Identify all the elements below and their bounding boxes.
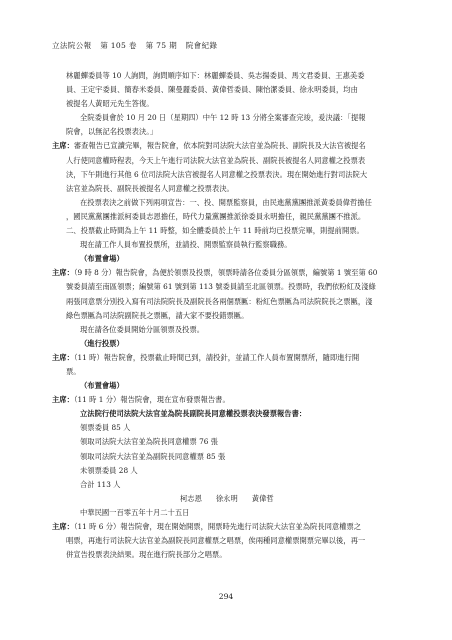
section-name: 院會紀錄 — [185, 41, 218, 50]
line-text: 全院委員會於 10 月 20 日（星期四）中午 12 時 13 分將全案審查完竣，爰決議：「提報 — [80, 113, 366, 123]
line-text: 票。 — [66, 366, 81, 376]
signatory-name: 黃偉哲 — [251, 493, 274, 503]
text-line — [52, 280, 404, 294]
speaker-label: 主席： — [52, 522, 74, 531]
line-text: 中華民國一百零五年十月二十五日 — [80, 507, 190, 517]
line-text: 決，下午則進行其他 6 位司法院大法官被提名人同意權之投票表決。現在開始進行對司法院大 — [66, 169, 368, 179]
text-line — [52, 182, 404, 196]
line-text: 員、王定宇委員、簡春米委員、陳曼麗委員、黃偉哲委員、陳怡潔委員、徐永明委員，均由 — [66, 85, 358, 95]
text-line — [52, 168, 404, 182]
text-line — [52, 365, 404, 379]
speaker-label: 主席： — [52, 141, 74, 151]
line-text: 被提名人黃昭元先生答復。 — [66, 99, 154, 109]
line-text: （11 時）報告院會，投票截止時間已到，請投針，並請工作人員布置開票所，隨即進行開 — [73, 352, 360, 362]
text-line — [52, 295, 404, 309]
line-text: 領取司法院大法官並為院長同意權票 76 張 — [80, 437, 218, 447]
text-line — [52, 351, 404, 365]
line-text: 立法院行使司法院大法官並為院長副院長同意權投票表決發票報告書： — [80, 409, 307, 419]
line-text: 林麗蟬委員等 10 人詢問，詢問順序如下：林麗蟬委員、吳志揚委員、馬文君委員、王惠美委 — [66, 71, 365, 80]
line-text: 二、投票截止時間為上午 11 時整，如全體委員於上午 11 時前均已投票完畢，則提前開票。 — [66, 226, 364, 236]
line-text: 唱票，再進行司法院大法官並為副院長同意權票之唱票，俟兩種同意權票開票完畢以後，再一 — [66, 536, 366, 546]
record-body — [52, 69, 404, 562]
line-text: 審查報告已宣讀完畢，報告院會，依本院對司法院大法官並為院長、副院長及大法官被提名 — [73, 141, 366, 151]
line-text: 併宣告投票表決結果。現在進行院長部分之唱票。 — [66, 550, 227, 560]
text-line — [52, 309, 404, 323]
text-line — [52, 323, 404, 337]
signature-line — [52, 492, 404, 506]
text-line — [52, 266, 404, 280]
text-line — [52, 435, 404, 449]
text-line — [52, 97, 404, 111]
speaker-label: 主席： — [52, 352, 74, 362]
line-text: 現在請各位委員開始分區領票及投票。 — [80, 324, 205, 334]
text-line — [52, 154, 404, 168]
line-text: （進行投票） — [80, 338, 124, 348]
text-line — [52, 210, 404, 224]
text-line — [52, 337, 404, 351]
text-line — [52, 83, 404, 97]
text-line — [52, 139, 404, 153]
text-line — [52, 534, 404, 548]
page-number: 294 — [218, 592, 234, 601]
text-line — [52, 464, 404, 478]
text-line — [52, 393, 404, 407]
text-line — [52, 478, 404, 492]
page-header — [52, 40, 412, 51]
text-line — [52, 548, 404, 562]
signatory-name: 柯志恩 — [180, 493, 202, 503]
speaker-label: 主席： — [52, 395, 74, 405]
issue-number: 第 75 期 — [145, 41, 177, 50]
line-text: 院會，以無記名投票表決。」 — [66, 127, 158, 137]
publication-name: 立法院公報 — [52, 41, 92, 50]
line-text: 合計 113 人 — [80, 479, 121, 489]
line-text: 兩張同意票分別投入寫有司法院院長及副院長各兩個票匭：粉紅色票匭為司法院院長之票匭，淺 — [66, 296, 373, 306]
line-text: ，國民黨黨團推派柯委員志恩擔任，時代力量黨團推派徐委員永明擔任，親民黨黨團不推派。 — [66, 211, 366, 221]
line-text: （布置會場） — [80, 254, 124, 264]
text-line — [52, 407, 404, 421]
text-line — [52, 379, 404, 393]
line-text: （11 時 1 分）報告院會，現在宣布發票報告書。 — [73, 395, 230, 405]
volume-number: 第 105 卷 — [100, 41, 137, 50]
line-text: 領票委員 85 人 — [80, 423, 131, 433]
text-line — [52, 506, 404, 520]
line-text: 在投票表決之前做下列兩項宣告：一、投、開票監察員，由民進黨黨團推派黃委員偉哲擔任 — [80, 197, 372, 207]
text-line — [52, 69, 404, 83]
signatory-name: 徐永明 — [215, 493, 238, 503]
line-text: 領取司法院大法官並為副院長同意權票 85 張 — [80, 451, 226, 461]
text-line — [52, 450, 404, 464]
text-line — [52, 252, 404, 266]
text-line — [52, 196, 404, 210]
text-line — [52, 224, 404, 238]
text-line — [52, 125, 404, 139]
line-text: （11 時 6 分）報告院會，現在開始開票，開票時先進行司法院大法官並為院長同意權票之 — [73, 522, 362, 531]
line-text: （布置會場） — [80, 381, 124, 391]
text-line — [52, 421, 404, 435]
line-text: （9 時 8 分）報告院會，為便於領票及投票，領票時請各位委員分區領票，編號第 1 號至第 60 — [73, 268, 378, 278]
line-text: 未領票委員 28 人 — [80, 465, 138, 475]
line-text: 法官並為院長、副院長被提名人同意權之投票表決。 — [66, 183, 234, 193]
text-line — [52, 520, 404, 534]
line-text: 綠色票匭為司法院副院長之票匭，請大家不要投錯票匭。 — [66, 310, 249, 320]
text-line — [52, 238, 404, 252]
line-text: 現在請工作人員布置投票所，並請投、開票監察員執行監察職務。 — [80, 240, 292, 250]
line-text: 人行使同意權時程表，今天上午進行司法院大法官並為院長、副院長被提名人同意權之投票表 — [66, 155, 366, 165]
text-line — [52, 111, 404, 125]
line-text: 號委員請至南區領票；編號第 61 號到第 113 號委員請至北區領票。投票時，我們依粉紅及淺綠 — [66, 282, 376, 292]
speaker-label: 主席： — [52, 268, 74, 278]
